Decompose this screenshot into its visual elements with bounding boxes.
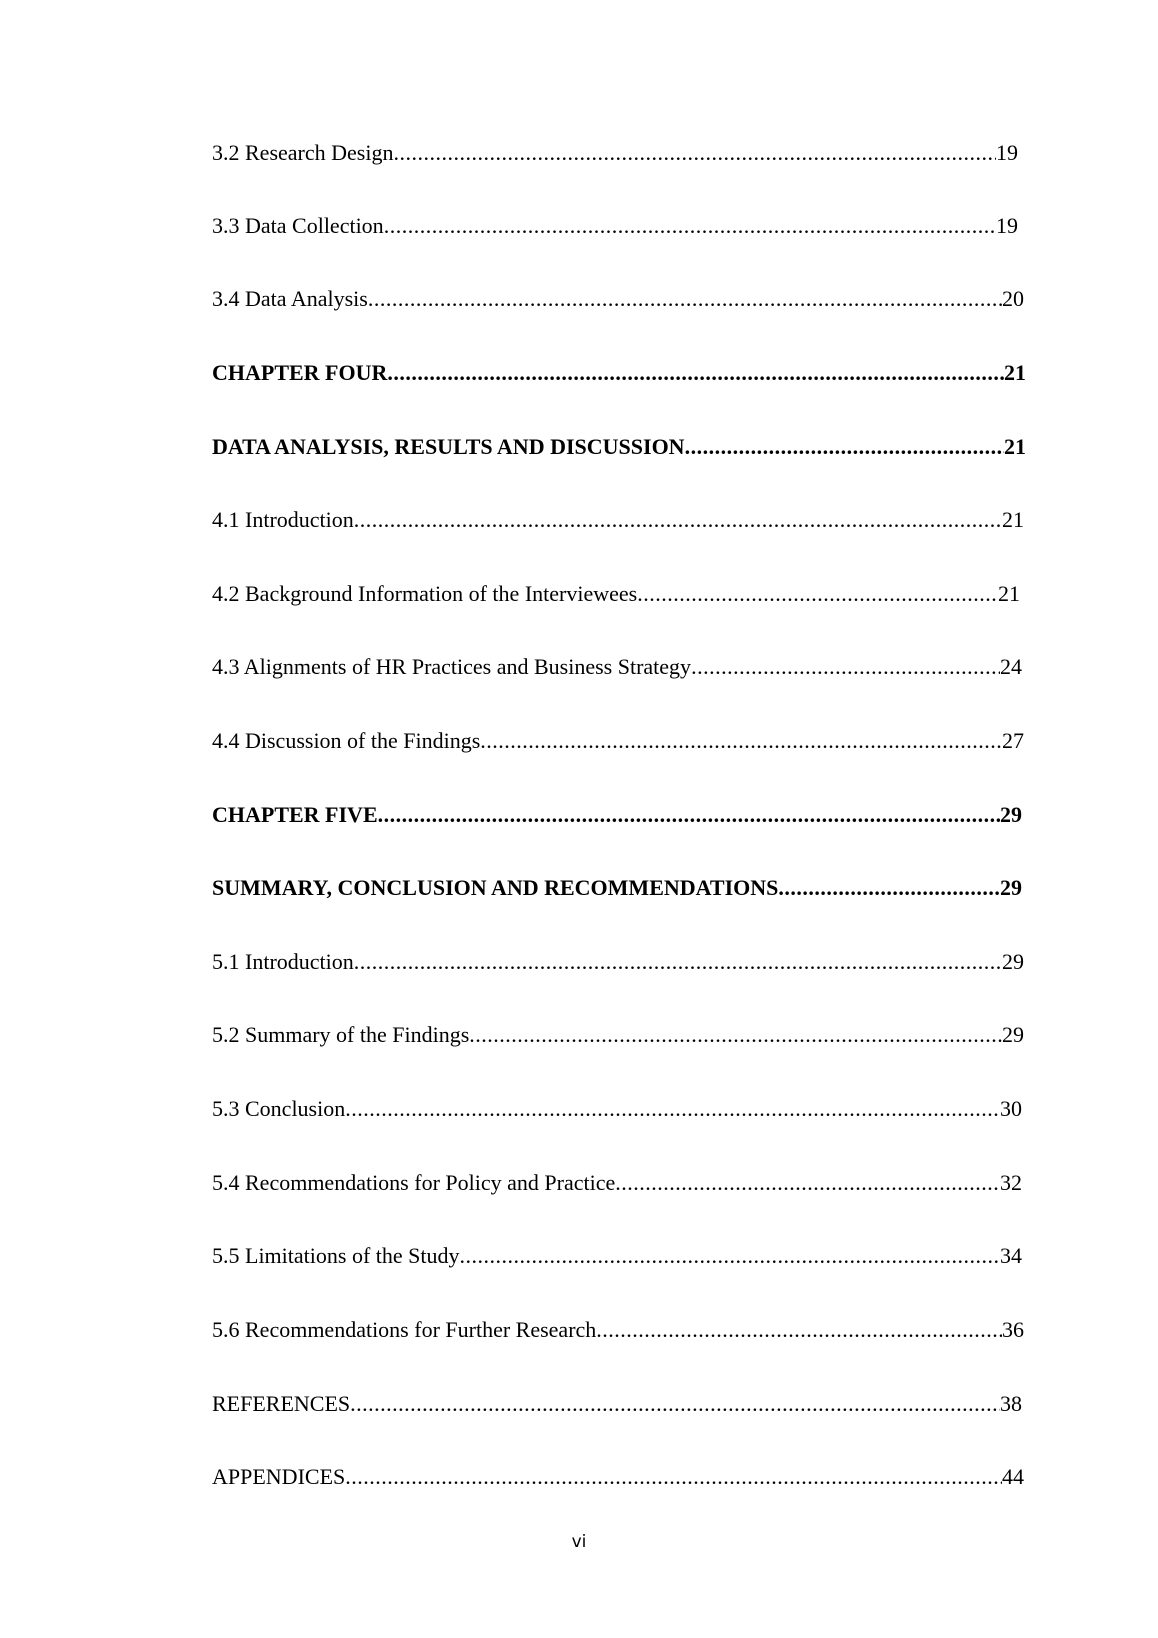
toc-entry-page: 29	[1000, 875, 1022, 900]
toc-entry[interactable]	[212, 1387, 1022, 1421]
toc-entry-title: 5.3 Conclusion	[212, 1096, 346, 1121]
toc-entry[interactable]	[212, 209, 1018, 243]
toc-entry-page: 29	[1002, 949, 1024, 974]
toc-chapter-heading[interactable]	[212, 871, 1022, 905]
toc-entry-page: 30	[1000, 1096, 1022, 1121]
toc-entry[interactable]	[212, 1313, 1024, 1347]
toc-entry-title: 3.4 Data Analysis	[212, 286, 368, 311]
toc-entry-page: 38	[1000, 1391, 1022, 1416]
page-number: vi	[571, 1532, 587, 1552]
toc-leader-dots	[685, 430, 1004, 464]
toc-entry-title: 3.2 Research Design	[212, 140, 394, 165]
toc-entry-page: 21	[998, 581, 1020, 606]
toc-entry-page: 20	[1002, 286, 1024, 311]
toc-leader-dots	[384, 209, 996, 243]
toc-leader-dots	[469, 1018, 1002, 1052]
toc-leader-dots	[480, 724, 1002, 758]
toc-leader-dots	[637, 577, 998, 611]
toc-entry-page: 21	[1004, 434, 1026, 459]
toc-leader-dots	[778, 871, 1000, 905]
toc-entry-title: SUMMARY, CONCLUSION AND RECOMMENDATIONS	[212, 875, 779, 900]
toc-leader-dots	[378, 798, 1000, 832]
toc-entry-title: 5.5 Limitations of the Study	[212, 1243, 460, 1268]
toc-entry-page: 27	[1002, 728, 1024, 753]
toc-entry-page: 21	[1002, 507, 1024, 532]
toc-entry-title: 5.4 Recommendations for Policy and Practice	[212, 1170, 616, 1195]
toc-entry-page: 21	[1004, 360, 1026, 385]
toc-leader-dots	[460, 1239, 1001, 1273]
toc-entry-page: 32	[1000, 1170, 1022, 1195]
toc-entry-title: 5.1 Introduction	[212, 949, 354, 974]
toc-leader-dots	[368, 282, 1002, 316]
toc-leader-dots	[615, 1166, 1000, 1200]
toc-entry-title: REFERENCES	[212, 1391, 351, 1416]
toc-entry-page: 29	[1000, 802, 1022, 827]
toc-entry-title: 5.2 Summary of the Findings	[212, 1022, 470, 1047]
toc-entry-page: 34	[1000, 1243, 1022, 1268]
toc-chapter-heading[interactable]	[212, 798, 1022, 832]
toc-entry[interactable]	[212, 724, 1024, 758]
toc-entry[interactable]	[212, 1166, 1022, 1200]
toc-entry[interactable]	[212, 503, 1024, 537]
toc-entry-title: APPENDICES	[212, 1464, 346, 1489]
toc-entry[interactable]	[212, 1092, 1022, 1126]
toc-entry[interactable]	[212, 1460, 1024, 1494]
toc-entry-title: DATA ANALYSIS, RESULTS AND DISCUSSION	[212, 434, 685, 459]
toc-leader-dots	[387, 356, 1004, 390]
toc-entry-title: 4.4 Discussion of the Findings	[212, 728, 481, 753]
toc-entry-title: 4.2 Background Information of the Interviewees	[212, 581, 638, 606]
toc-leader-dots	[345, 1092, 1000, 1126]
toc-leader-dots	[596, 1313, 1002, 1347]
toc-leader-dots	[350, 1387, 1000, 1421]
toc-chapter-heading[interactable]	[212, 430, 1026, 464]
toc-entry[interactable]	[212, 650, 1022, 684]
toc-leader-dots	[691, 650, 1000, 684]
toc-entry[interactable]	[212, 1018, 1024, 1052]
toc-entry[interactable]	[212, 577, 1020, 611]
toc-chapter-heading[interactable]	[212, 356, 1026, 390]
toc-entry-page: 36	[1002, 1317, 1024, 1342]
toc-entry[interactable]	[212, 282, 1024, 316]
toc-entry-page: 29	[1002, 1022, 1024, 1047]
toc-entry-title: CHAPTER FIVE	[212, 802, 378, 827]
toc-entry[interactable]	[212, 136, 1018, 170]
toc-entry-title: CHAPTER FOUR	[212, 360, 388, 385]
toc-entry-page: 24	[1000, 654, 1022, 679]
toc-entry-title: 4.1 Introduction	[212, 507, 354, 532]
toc-entry-title: 5.6 Recommendations for Further Research	[212, 1317, 597, 1342]
toc-entry[interactable]	[212, 945, 1024, 979]
toc-entry[interactable]	[212, 1239, 1022, 1273]
toc-entry-page: 19	[996, 140, 1018, 165]
toc-leader-dots	[345, 1460, 1002, 1494]
toc-entry-page: 19	[996, 213, 1018, 238]
toc-leader-dots	[393, 136, 996, 170]
toc-entry-page: 44	[1002, 1464, 1024, 1489]
toc-leader-dots	[354, 503, 1002, 537]
toc-entry-title: 3.3 Data Collection	[212, 213, 384, 238]
toc-leader-dots	[354, 945, 1002, 979]
toc-entry-title: 4.3 Alignments of HR Practices and Business Strategy	[212, 654, 692, 679]
